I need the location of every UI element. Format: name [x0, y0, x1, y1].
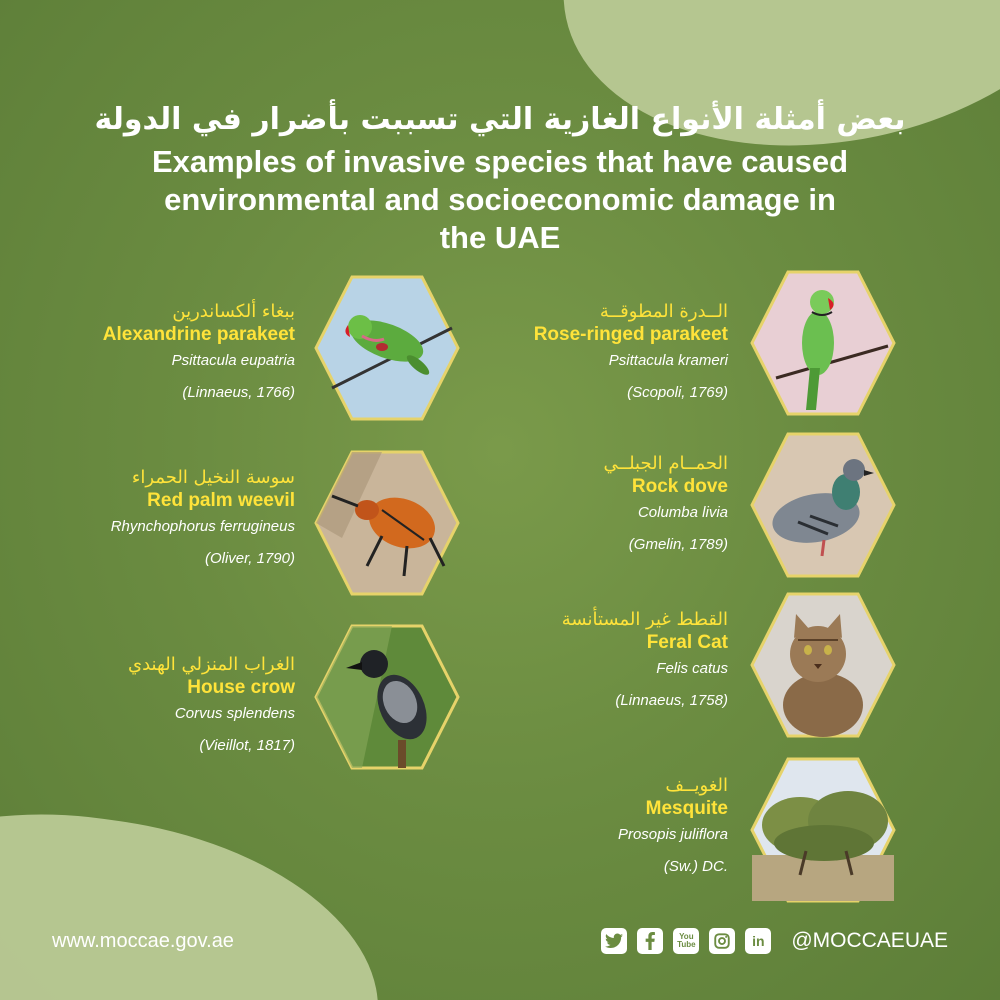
cat-photo	[748, 590, 898, 740]
page-title-arabic: بعض أمثلة الأنواع الغازية التي تسببت بأضرار في الدولة	[94, 102, 906, 137]
youtube-icon[interactable]	[673, 928, 699, 954]
species-house-crow	[15, 653, 295, 754]
species-alexandrine-parakeet	[15, 300, 295, 401]
species-name-english: Alexandrine parakeet	[102, 324, 295, 345]
species-name-english: Feral Cat	[646, 632, 728, 653]
parakeet-photo	[748, 268, 898, 418]
pigeon-photo	[748, 430, 898, 580]
species-authority: (Linnaeus, 1766)	[182, 384, 295, 401]
species-name-english: Rose-ringed parakeet	[533, 324, 728, 345]
species-authority: (Scopoli, 1769)	[627, 384, 728, 401]
species-authority: (Oliver, 1790)	[204, 550, 295, 567]
species-scientific-name: Felis catus	[656, 660, 728, 677]
page-title-english	[60, 143, 940, 257]
species-name-arabic: الغويــف	[665, 775, 728, 796]
instagram-icon[interactable]	[709, 928, 735, 954]
species-scientific-name: Prosopis juliflora	[617, 826, 728, 843]
species-authority: (Linnaeus, 1758)	[615, 692, 728, 709]
crow-photo	[312, 622, 462, 772]
species-authority: (Sw.) DC.	[663, 858, 728, 875]
species-scientific-name: Psittacula eupatria	[171, 352, 295, 369]
species-scientific-name: Rhynchophorus ferrugineus	[110, 518, 295, 535]
species-scientific-name: Corvus splendens	[174, 705, 295, 722]
species-rock-dove	[448, 452, 728, 553]
species-feral-cat	[448, 608, 728, 709]
title-line-2: environmental and socioeconomic damage in	[164, 182, 836, 217]
twitter-icon[interactable]	[601, 928, 627, 954]
parakeet-photo	[312, 273, 462, 423]
youtube-label: You Tube	[677, 932, 696, 949]
species-name-arabic: الحمــام الجبلــي	[603, 453, 728, 474]
linkedin-icon[interactable]	[745, 928, 771, 954]
title-block	[60, 102, 940, 257]
species-red-palm-weevil	[15, 466, 295, 567]
species-scientific-name: Psittacula krameri	[608, 352, 728, 369]
website-url[interactable]: www.moccae.gov.ae	[52, 930, 234, 952]
species-name-arabic: القطط غير المستأنسة	[561, 609, 728, 630]
title-line-3: the UAE	[439, 220, 561, 255]
decorative-blob-bottom-left	[0, 783, 400, 1000]
facebook-icon[interactable]	[637, 928, 663, 954]
species-name-english: Red palm weevil	[147, 490, 295, 511]
tree-photo	[748, 755, 898, 905]
title-line-1: Examples of invasive species that have caused	[151, 144, 849, 179]
species-name-arabic: ببغاء ألكساندرين	[172, 301, 295, 322]
social-bar	[601, 928, 948, 954]
species-authority: (Vieillot, 1817)	[199, 737, 295, 754]
species-mesquite	[448, 774, 728, 875]
species-authority: (Gmelin, 1789)	[628, 536, 728, 553]
species-scientific-name: Columba livia	[637, 504, 728, 521]
linkedin-label: in	[752, 933, 765, 949]
social-handle[interactable]: @MOCCAEUAE	[791, 929, 948, 952]
species-name-arabic: سوسة النخيل الحمراء	[131, 467, 295, 488]
species-name-english: Rock dove	[631, 476, 728, 497]
species-name-english: House crow	[187, 677, 295, 698]
weevil-photo	[312, 448, 462, 598]
species-rose-ringed-parakeet	[448, 300, 728, 401]
species-name-arabic: الــدرة المطوقــة	[599, 301, 728, 322]
species-name-english: Mesquite	[645, 798, 728, 819]
species-name-arabic: الغراب المنزلي الهندي	[128, 654, 295, 675]
